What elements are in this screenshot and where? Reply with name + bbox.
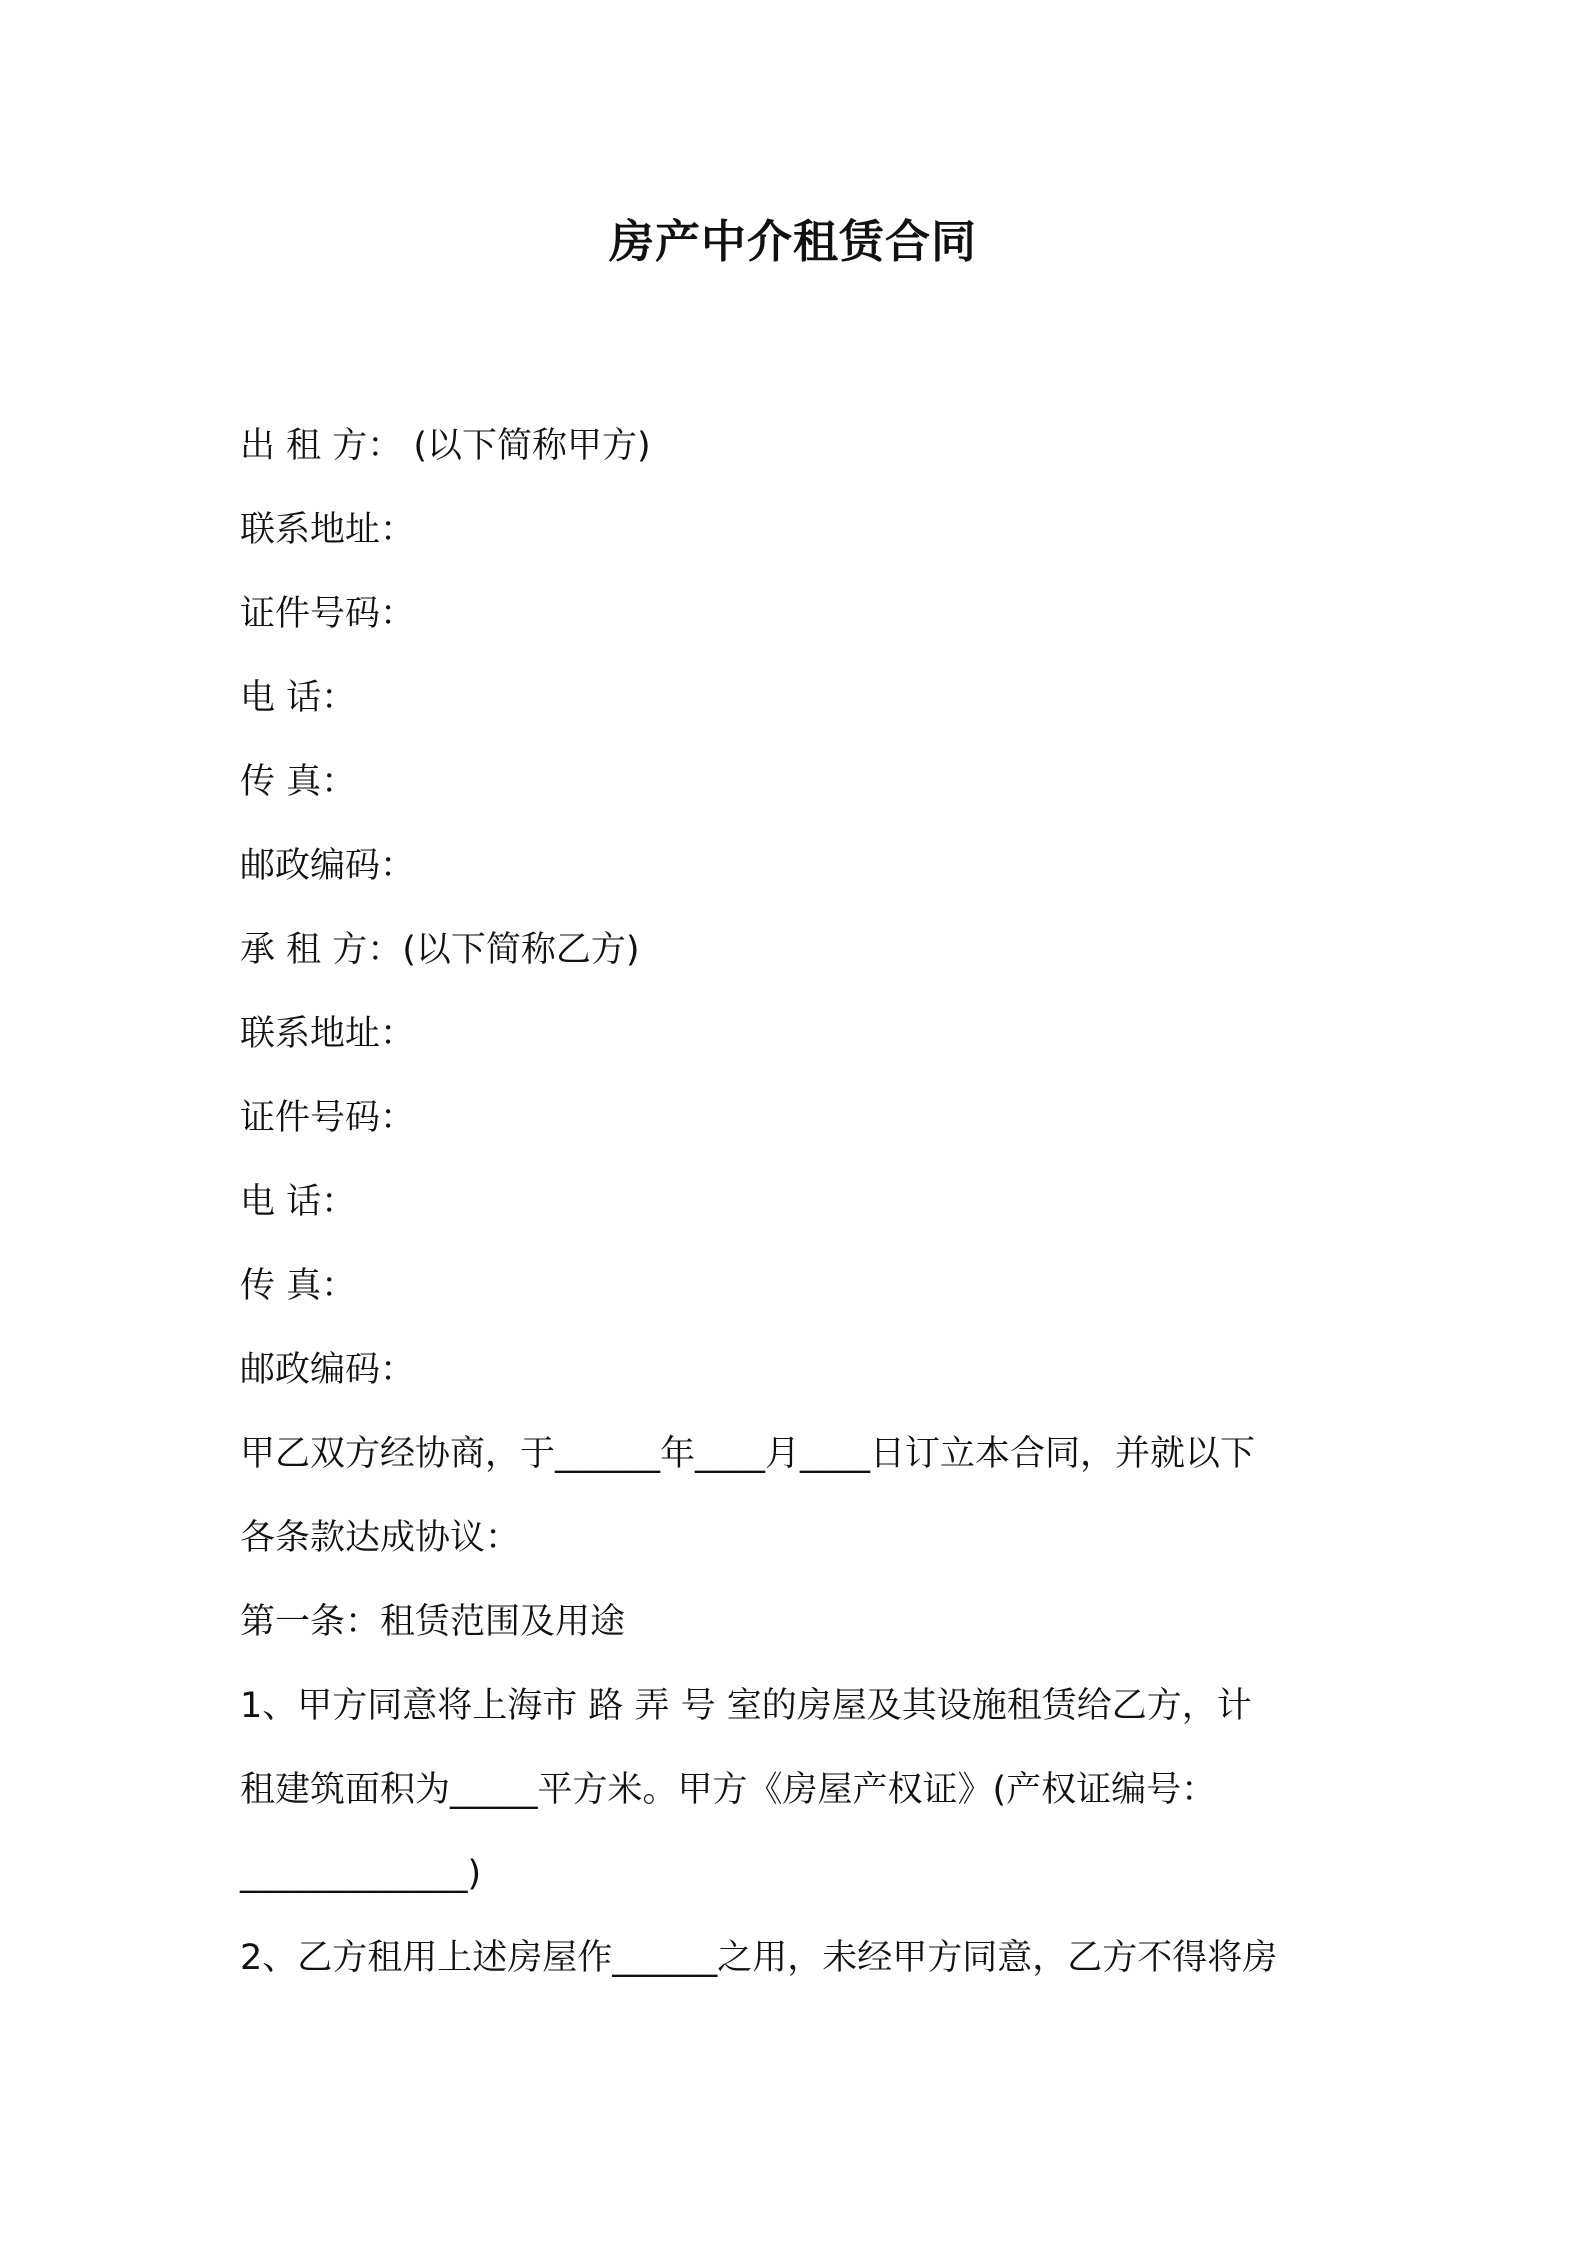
- lessee-fax-line: 传 真：: [240, 1266, 357, 1306]
- lessor-line: 出 租 方： (以下简称甲方): [240, 426, 651, 466]
- article-one-heading: 第一条：租赁范围及用途: [240, 1602, 626, 1642]
- lessor-address-line: 联系地址：: [240, 510, 416, 550]
- lessor-postcode-line: 邮政编码：: [240, 846, 416, 886]
- lessor-fax-line: 传 真：: [240, 762, 357, 802]
- lessor-phone-line: 电 话：: [240, 678, 357, 718]
- lessor-id-line: 证件号码：: [240, 594, 416, 634]
- lessee-phone-line: 电 话：: [240, 1182, 357, 1222]
- document-body: [240, 404, 1360, 2000]
- certificate-number-line: _____________): [240, 1854, 482, 1894]
- document-title: 房产中介租赁合同: [608, 215, 977, 268]
- lessee-address-line: 联系地址：: [240, 1014, 416, 1054]
- clause-two-line: 2、乙方租用上述房屋作______之用，未经甲方同意，乙方不得将房: [240, 1938, 1278, 1978]
- clause-one-continued-line: 租建筑面积为_____平方米。甲方《房屋产权证》(产权证编号：: [240, 1770, 1217, 1810]
- lessee-postcode-line: 邮政编码：: [240, 1350, 416, 1390]
- agreement-intro-line: 甲乙双方经协商，于______年____月____日订立本合同，并就以下: [240, 1434, 1256, 1474]
- lessee-line: 承 租 方：(以下简称乙方): [240, 930, 640, 970]
- lessee-id-line: 证件号码：: [240, 1098, 416, 1138]
- agreement-intro-continued-line: 各条款达成协议：: [240, 1518, 521, 1558]
- clause-one-line: 1、甲方同意将上海市 路 弄 号 室的房屋及其设施租赁给乙方，计: [240, 1686, 1252, 1726]
